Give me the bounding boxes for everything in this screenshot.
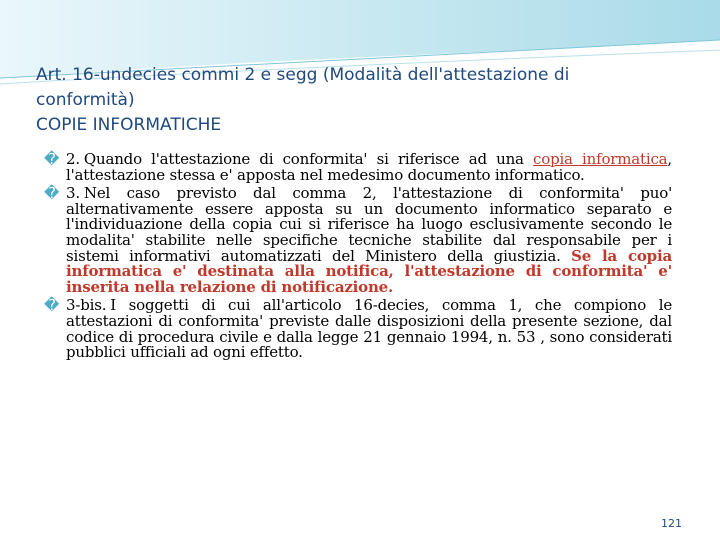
paragraph-text: Quando l'attestazione di conformita' si riferisce ad una bbox=[83, 150, 534, 168]
square-bullet-icon: � bbox=[44, 184, 60, 203]
copia-informatica-link[interactable]: copia informatica bbox=[533, 150, 668, 168]
paragraph-comma-3 bbox=[44, 186, 672, 295]
slide-title bbox=[36, 63, 686, 138]
paragraph-comma-2 bbox=[44, 152, 672, 183]
paragraph-text: I soggetti di cui all'articolo 16-decies, comma 1, che compiono le attestazioni di conformita' previste dalle disposizioni della presente sezione, dal codice di procedura civile e dalla legge 21 gennaio 1994, n. 53 , sono considerati pubblici ufficiali ad ogni effetto. bbox=[66, 296, 672, 362]
slide-body bbox=[44, 152, 672, 364]
title-line-3: COPIE INFORMATICHE bbox=[36, 115, 222, 135]
title-line-2: conformità) bbox=[36, 90, 135, 110]
square-bullet-icon: � bbox=[44, 296, 60, 315]
paragraph-comma-3-bis bbox=[44, 298, 672, 360]
paragraph-number: 3-bis. bbox=[66, 296, 107, 315]
page-number: 121 bbox=[661, 517, 682, 530]
paragraph-text: Nel caso previsto dal comma 2, l'attestazione di conformita' puo' alternativamente essere apposta su un documento informatico separato e l'individuazione della copia cui si riferisce ha luogo esclusivamente secondo le modalita' stabilite nelle specifiche tecniche stabilite dal responsabile per i sistemi informativi automatizzati del Ministero della giustizia. bbox=[66, 184, 672, 265]
paragraph-text-continued: , l'attestazione stessa e' apposta nel medesimo documento informatico. bbox=[66, 150, 672, 184]
title-line-1: Art. 16-undecies commi 2 e segg (Modalità dell'attestazione di bbox=[36, 65, 570, 85]
paragraph-number: 2. bbox=[66, 150, 80, 168]
square-bullet-icon: � bbox=[44, 150, 60, 168]
highlighted-text: Se la copia informatica e' destinata alla notifica, l'attestazione di conformita' e' inserita nella relazione di notificazione. bbox=[66, 246, 672, 296]
paragraph-number: 3. bbox=[66, 184, 80, 203]
